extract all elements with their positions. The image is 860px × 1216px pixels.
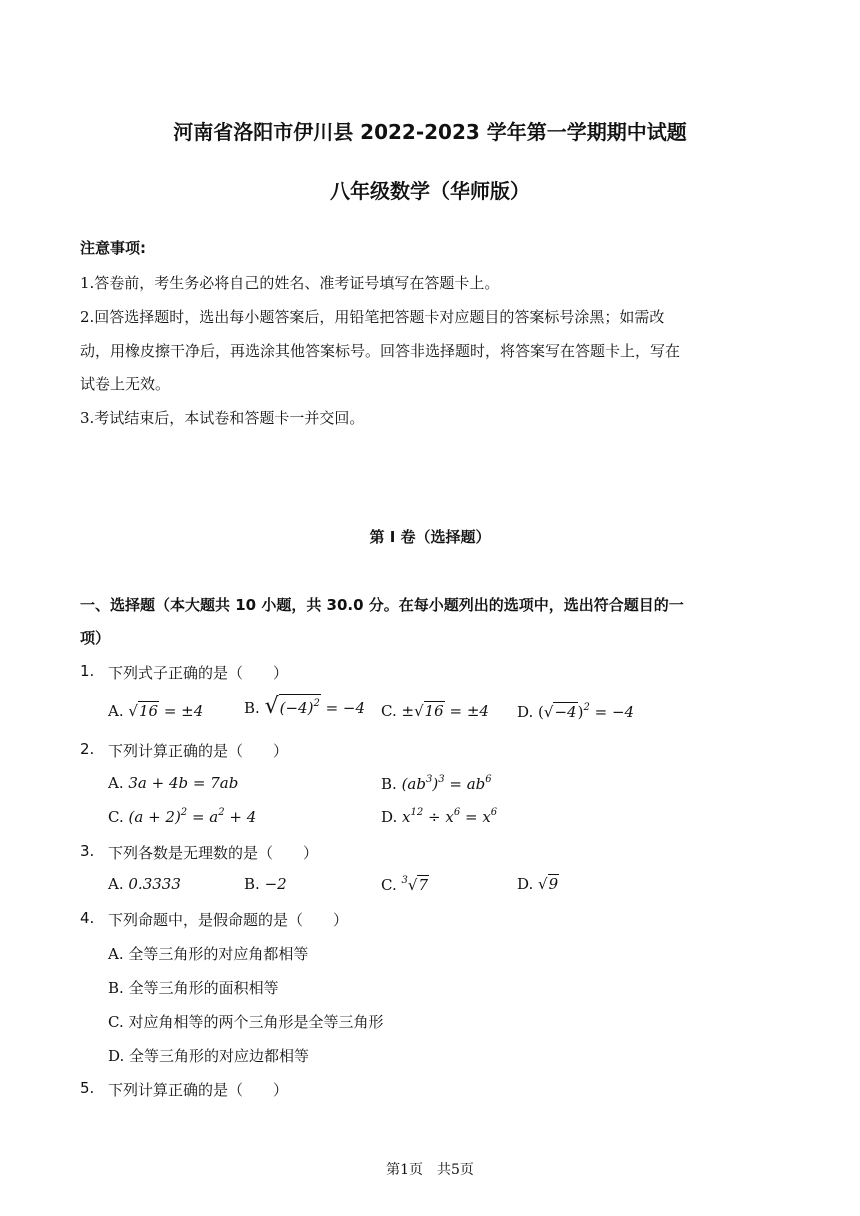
option-label: B. xyxy=(244,699,260,717)
option-label: C. xyxy=(108,808,124,826)
expr-part: = ab xyxy=(449,775,486,793)
question-4-number: 4. xyxy=(80,909,95,927)
question-3-option-c: C. $^3$√7 xyxy=(381,875,428,894)
expr-part: ÷ x xyxy=(428,808,454,826)
option-label: D. xyxy=(381,808,398,826)
question-1-option-c: C. ±√16 = ±4 xyxy=(381,702,489,720)
question-1-stem: 下列式子正确的是（ ） xyxy=(108,664,289,682)
exponent: 2 xyxy=(180,807,188,818)
option-label: D. xyxy=(517,875,534,893)
question-2-option-d xyxy=(381,807,497,826)
radicand: 16 xyxy=(138,702,159,720)
question-2-number: 2. xyxy=(80,740,95,758)
question-4-option-b xyxy=(108,977,279,998)
option-rhs: = −4 xyxy=(594,703,635,721)
exponent: 3 xyxy=(425,774,433,785)
root-index: 3 xyxy=(401,875,408,886)
notice-line-5: 3.考试结束后，本试卷和答题卡一并交回。 xyxy=(80,409,365,427)
exponent: 2 xyxy=(583,702,590,713)
option-rhs: = ±4 xyxy=(163,702,204,720)
notice-line-2: 2.回答选择题时，选出每小题答案后，用铅笔把答题卡对应题目的答案标号涂黑；如需改 xyxy=(80,308,665,326)
section-title: 第 I 卷（选择题） xyxy=(369,528,491,546)
question-3-option-a xyxy=(108,875,181,893)
option-expression: 3a + 4b = 7ab xyxy=(128,774,239,792)
expr-part: ) xyxy=(432,775,439,793)
question-4-stem: 下列命题中，是假命题的是（ ） xyxy=(108,911,349,929)
exponent: 6 xyxy=(485,774,492,785)
exponent: 2 xyxy=(218,807,225,818)
option-label: D. xyxy=(108,1047,125,1065)
expr-part: = x xyxy=(464,808,491,826)
option-text: 全等三角形的对应边都相等 xyxy=(129,1047,310,1065)
option-expression: −2 xyxy=(264,875,287,893)
paren-close: ) xyxy=(577,703,584,721)
exponent: 2 xyxy=(313,698,320,709)
expr-part: (a + 2) xyxy=(128,808,181,826)
radicand-base: (−4) xyxy=(279,699,314,717)
expr-part: = a xyxy=(191,808,219,826)
page-footer: 第1页 共5页 xyxy=(386,1162,474,1178)
option-text: 全等三角形的面积相等 xyxy=(128,979,279,997)
option-label: A. xyxy=(108,875,124,893)
part-heading-line-1: 一、选择题（本大题共 10 小题，共 30.0 分。在每小题列出的选项中，选出符合题目的一 xyxy=(80,596,684,614)
question-3-number: 3. xyxy=(80,842,95,860)
radicand: 7 xyxy=(418,876,428,894)
question-4-option-d xyxy=(108,1045,309,1066)
question-4-option-c xyxy=(108,1011,384,1032)
option-text: 对应角相等的两个三角形是全等三角形 xyxy=(128,1013,384,1031)
option-label: A. xyxy=(108,945,124,963)
option-label: C. xyxy=(381,702,397,720)
radicand: 9 xyxy=(548,875,559,893)
option-label: A. xyxy=(108,774,124,792)
question-3-option-b xyxy=(244,875,287,893)
option-label: B. xyxy=(108,979,124,997)
exponent: 6 xyxy=(490,807,498,818)
question-5-number: 5. xyxy=(80,1079,95,1097)
notice-line-1: 1.答卷前，考生务必将自己的姓名、准考证号填写在答题卡上。 xyxy=(80,274,500,292)
exponent: 3 xyxy=(438,774,445,785)
exam-title: 河南省洛阳市伊川县 2022-2023 学年第一学期期中试题 xyxy=(173,120,687,144)
question-1-option-b: B. $√(-4)^2 = -4$ xyxy=(244,694,366,719)
option-expression: 0.3333 xyxy=(128,875,181,893)
expr-part: x xyxy=(402,808,411,826)
exponent: 6 xyxy=(453,807,461,818)
question-5-stem: 下列计算正确的是（ ） xyxy=(108,1081,289,1099)
notice-line-4: 试卷上无效。 xyxy=(80,375,171,393)
question-3-option-d: D. √9 xyxy=(517,875,559,893)
question-4-option-a xyxy=(108,943,308,964)
plus-minus: ± xyxy=(401,702,415,720)
option-label: D. xyxy=(517,703,534,721)
question-3-stem: 下列各数是无理数的是（ ） xyxy=(108,844,319,862)
radicand: 16 xyxy=(424,702,444,720)
question-2-option-b xyxy=(381,774,492,793)
option-label: C. xyxy=(108,1013,124,1031)
question-1-number: 1. xyxy=(80,662,95,680)
option-label: B. xyxy=(381,775,397,793)
notice-line-3: 动，用橡皮擦干净后，再选涂其他答案标号。回答非选择题时，将答案写在答题卡上，写在 xyxy=(80,342,681,360)
part-heading-line-2: 项） xyxy=(80,629,111,647)
question-2-option-c xyxy=(108,807,256,826)
exponent: 12 xyxy=(410,807,424,818)
question-2-stem: 下列计算正确的是（ ） xyxy=(108,742,289,760)
question-1-option-a: A. √16 = ±4 xyxy=(108,702,204,720)
option-label: A. xyxy=(108,702,124,720)
option-label: C. xyxy=(381,876,397,894)
expr-part: (ab xyxy=(401,775,426,793)
question-2-option-a xyxy=(108,774,238,792)
option-rhs: = ±4 xyxy=(449,702,489,720)
option-label: B. xyxy=(244,875,260,893)
option-text: 全等三角形的对应角都相等 xyxy=(128,945,309,963)
option-rhs: = −4 xyxy=(325,699,366,717)
notice-heading: 注意事项: xyxy=(80,239,146,257)
exam-subtitle: 八年级数学（华师版） xyxy=(330,179,530,203)
expr-part: + 4 xyxy=(229,808,257,826)
question-1-option-d: D. $(√-4)^2 = -4$ xyxy=(517,702,635,721)
paren-open: ( xyxy=(538,703,544,721)
radicand: −4 xyxy=(554,703,577,721)
